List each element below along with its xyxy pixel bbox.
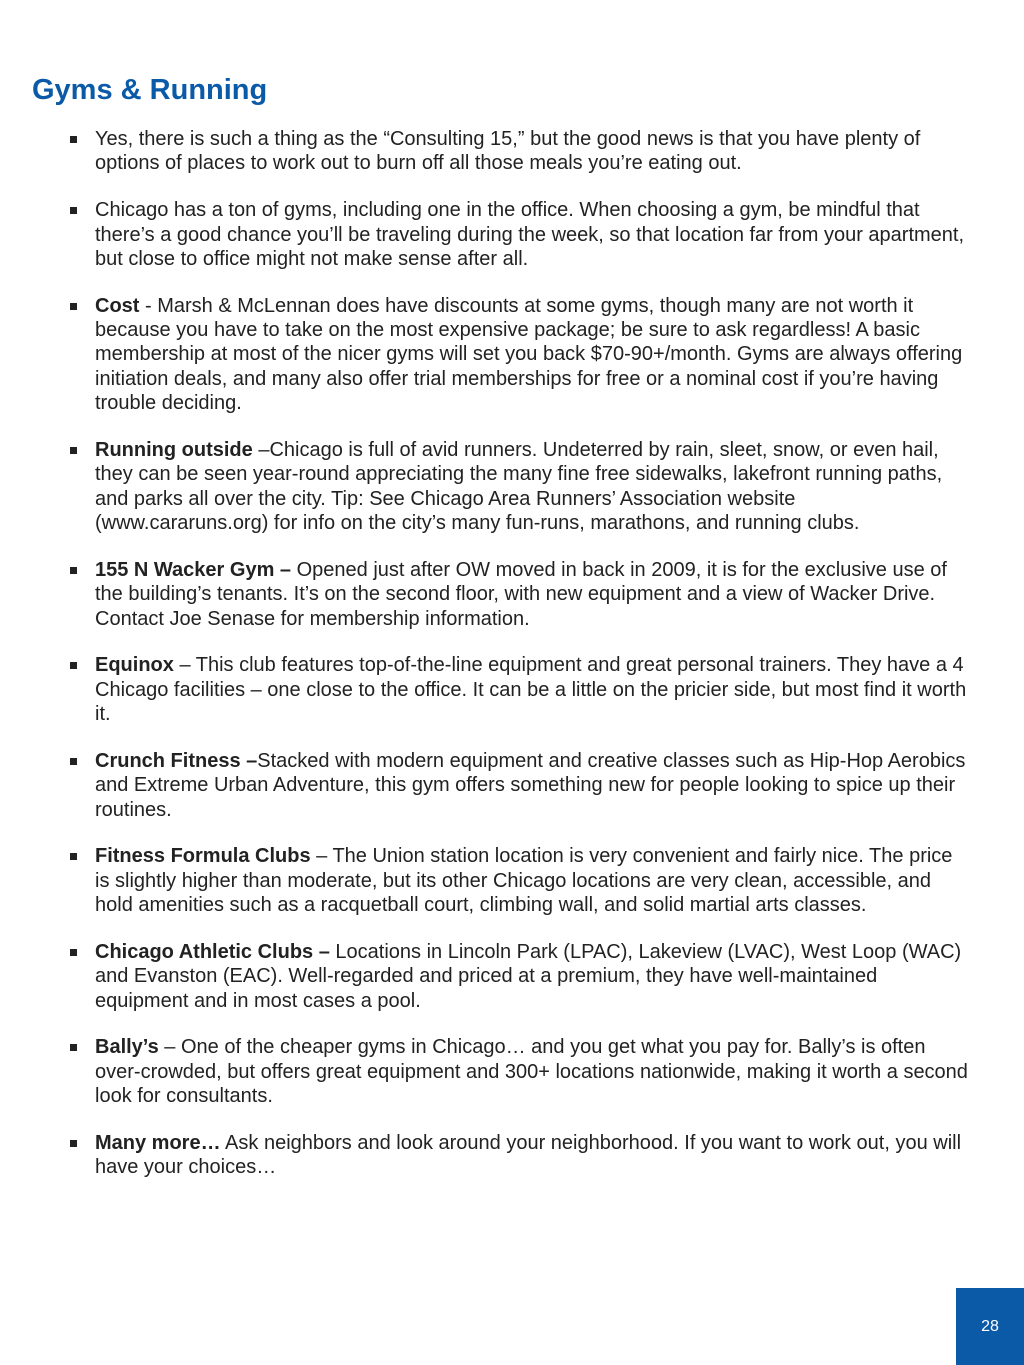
bullet-text: Yes, there is such a thing as the “Consulting 15,” but the good news is that you have plenty of options of places to work out to burn off all those meals you’re eating out.	[95, 128, 921, 175]
bullet-wacker-gym	[68, 558, 968, 631]
square-bullet-icon	[70, 447, 77, 454]
square-bullet-icon	[70, 853, 77, 860]
bullet-text: Chicago has a ton of gyms, including one in the office. When choosing a gym, be mindful that there’s a good chance you’ll be traveling during the week, so that location far from your apartment, but close to office might not make sense after all.	[95, 199, 965, 270]
bullet-text: Stacked with modern equipment and creative classes such as Hip-Hop Aerobics and Extreme Urban Adventure, this gym offers something new for people looking to spice up their routines.	[95, 749, 966, 821]
bullet-crunch-fitness	[68, 749, 968, 822]
bullet-lead: Equinox	[95, 654, 174, 677]
bullet-lead: Running outside	[95, 438, 253, 461]
square-bullet-icon	[70, 1044, 77, 1051]
bullet-many-more	[68, 1131, 968, 1180]
page-number-box	[956, 1288, 1024, 1365]
bullet-lead: Bally’s	[95, 1036, 159, 1059]
square-bullet-icon	[70, 662, 77, 669]
square-bullet-icon	[70, 567, 77, 574]
bullet-text: Locations in Lincoln Park (LPAC), Lakeview (LVAC), West Loop (WAC) and Evanston (EAC). Well-regarded and priced at a premium, they have well-maintained equipment and in most cases a pool.	[95, 940, 962, 1012]
bullet-fitness-formula-clubs	[68, 844, 968, 917]
bullet-equinox	[68, 653, 968, 726]
bullet-text: Opened just after OW moved in back in 2009, it is for the exclusive use of the building’s tenants. It’s on the second floor, with new equipment and a view of Wacker Drive. Contact Joe Senase for membership information.	[95, 558, 947, 630]
bullet-chicago-gyms	[68, 198, 968, 271]
bullet-running-outside	[68, 438, 968, 536]
bullet-cost	[68, 294, 968, 416]
page-title: Gyms & Running	[32, 74, 268, 106]
bullet-lead: Many more…	[95, 1131, 221, 1154]
square-bullet-icon	[70, 1140, 77, 1147]
bullet-text: – The Union station location is very convenient and fairly nice. The price is slightly higher than moderate, but its other Chicago locations are very clean, accessible, and hold amenities such as a racquetball court, climbing wall, and solid martial arts classes.	[95, 845, 953, 917]
bullet-ballys	[68, 1035, 968, 1108]
bullet-chicago-athletic-clubs	[68, 940, 968, 1013]
page-number: 28	[981, 1317, 999, 1335]
square-bullet-icon	[70, 303, 77, 310]
bullet-text: - Marsh & McLennan does have discounts at some gyms, though many are not worth it because you have to take on the most expensive package; be sure to ask regardless! A basic membership at most of the nicer gyms will set you back $70-90+/month. Gyms are always offering initiation deals, and many also offer trial memberships for free or a nominal cost if you’re having trouble deciding.	[95, 294, 963, 415]
square-bullet-icon	[70, 758, 77, 765]
bullet-text: –Chicago is full of avid runners. Undeterred by rain, sleet, snow, or even hail, they can be seen year-round appreciating the many fine free sidewalks, lakefront running paths, and parks all over the city. Tip: See Chicago Area Runners’ Association website (www.cararuns.org) for info on the city’s many fun-runs, marathons, and running clubs.	[95, 438, 943, 535]
square-bullet-icon	[70, 949, 77, 956]
bullet-list	[68, 127, 968, 1202]
square-bullet-icon	[70, 136, 77, 143]
bullet-lead: Crunch Fitness –	[95, 749, 258, 772]
bullet-lead: Chicago Athletic Clubs –	[95, 940, 330, 963]
bullet-lead: 155 N Wacker Gym –	[95, 558, 292, 581]
bullet-lead: Cost	[95, 294, 140, 317]
bullet-text: – This club features top-of-the-line equipment and great personal trainers. They have a 4 Chicago facilities – one close to the office. It can be a little on the pricier side, but most find it worth it.	[95, 654, 967, 726]
bullet-text: Ask neighbors and look around your neighborhood. If you want to work out, you will have your choices…	[95, 1131, 962, 1179]
square-bullet-icon	[70, 207, 77, 214]
bullet-lead: Fitness Formula Clubs	[95, 845, 311, 868]
bullet-text: – One of the cheaper gyms in Chicago… and you get what you pay for. Bally’s is often over-crowded, but offers great equipment and 300+ locations nationwide, making it worth a second look for consultants.	[95, 1036, 968, 1108]
bullet-consulting-15	[68, 127, 968, 176]
